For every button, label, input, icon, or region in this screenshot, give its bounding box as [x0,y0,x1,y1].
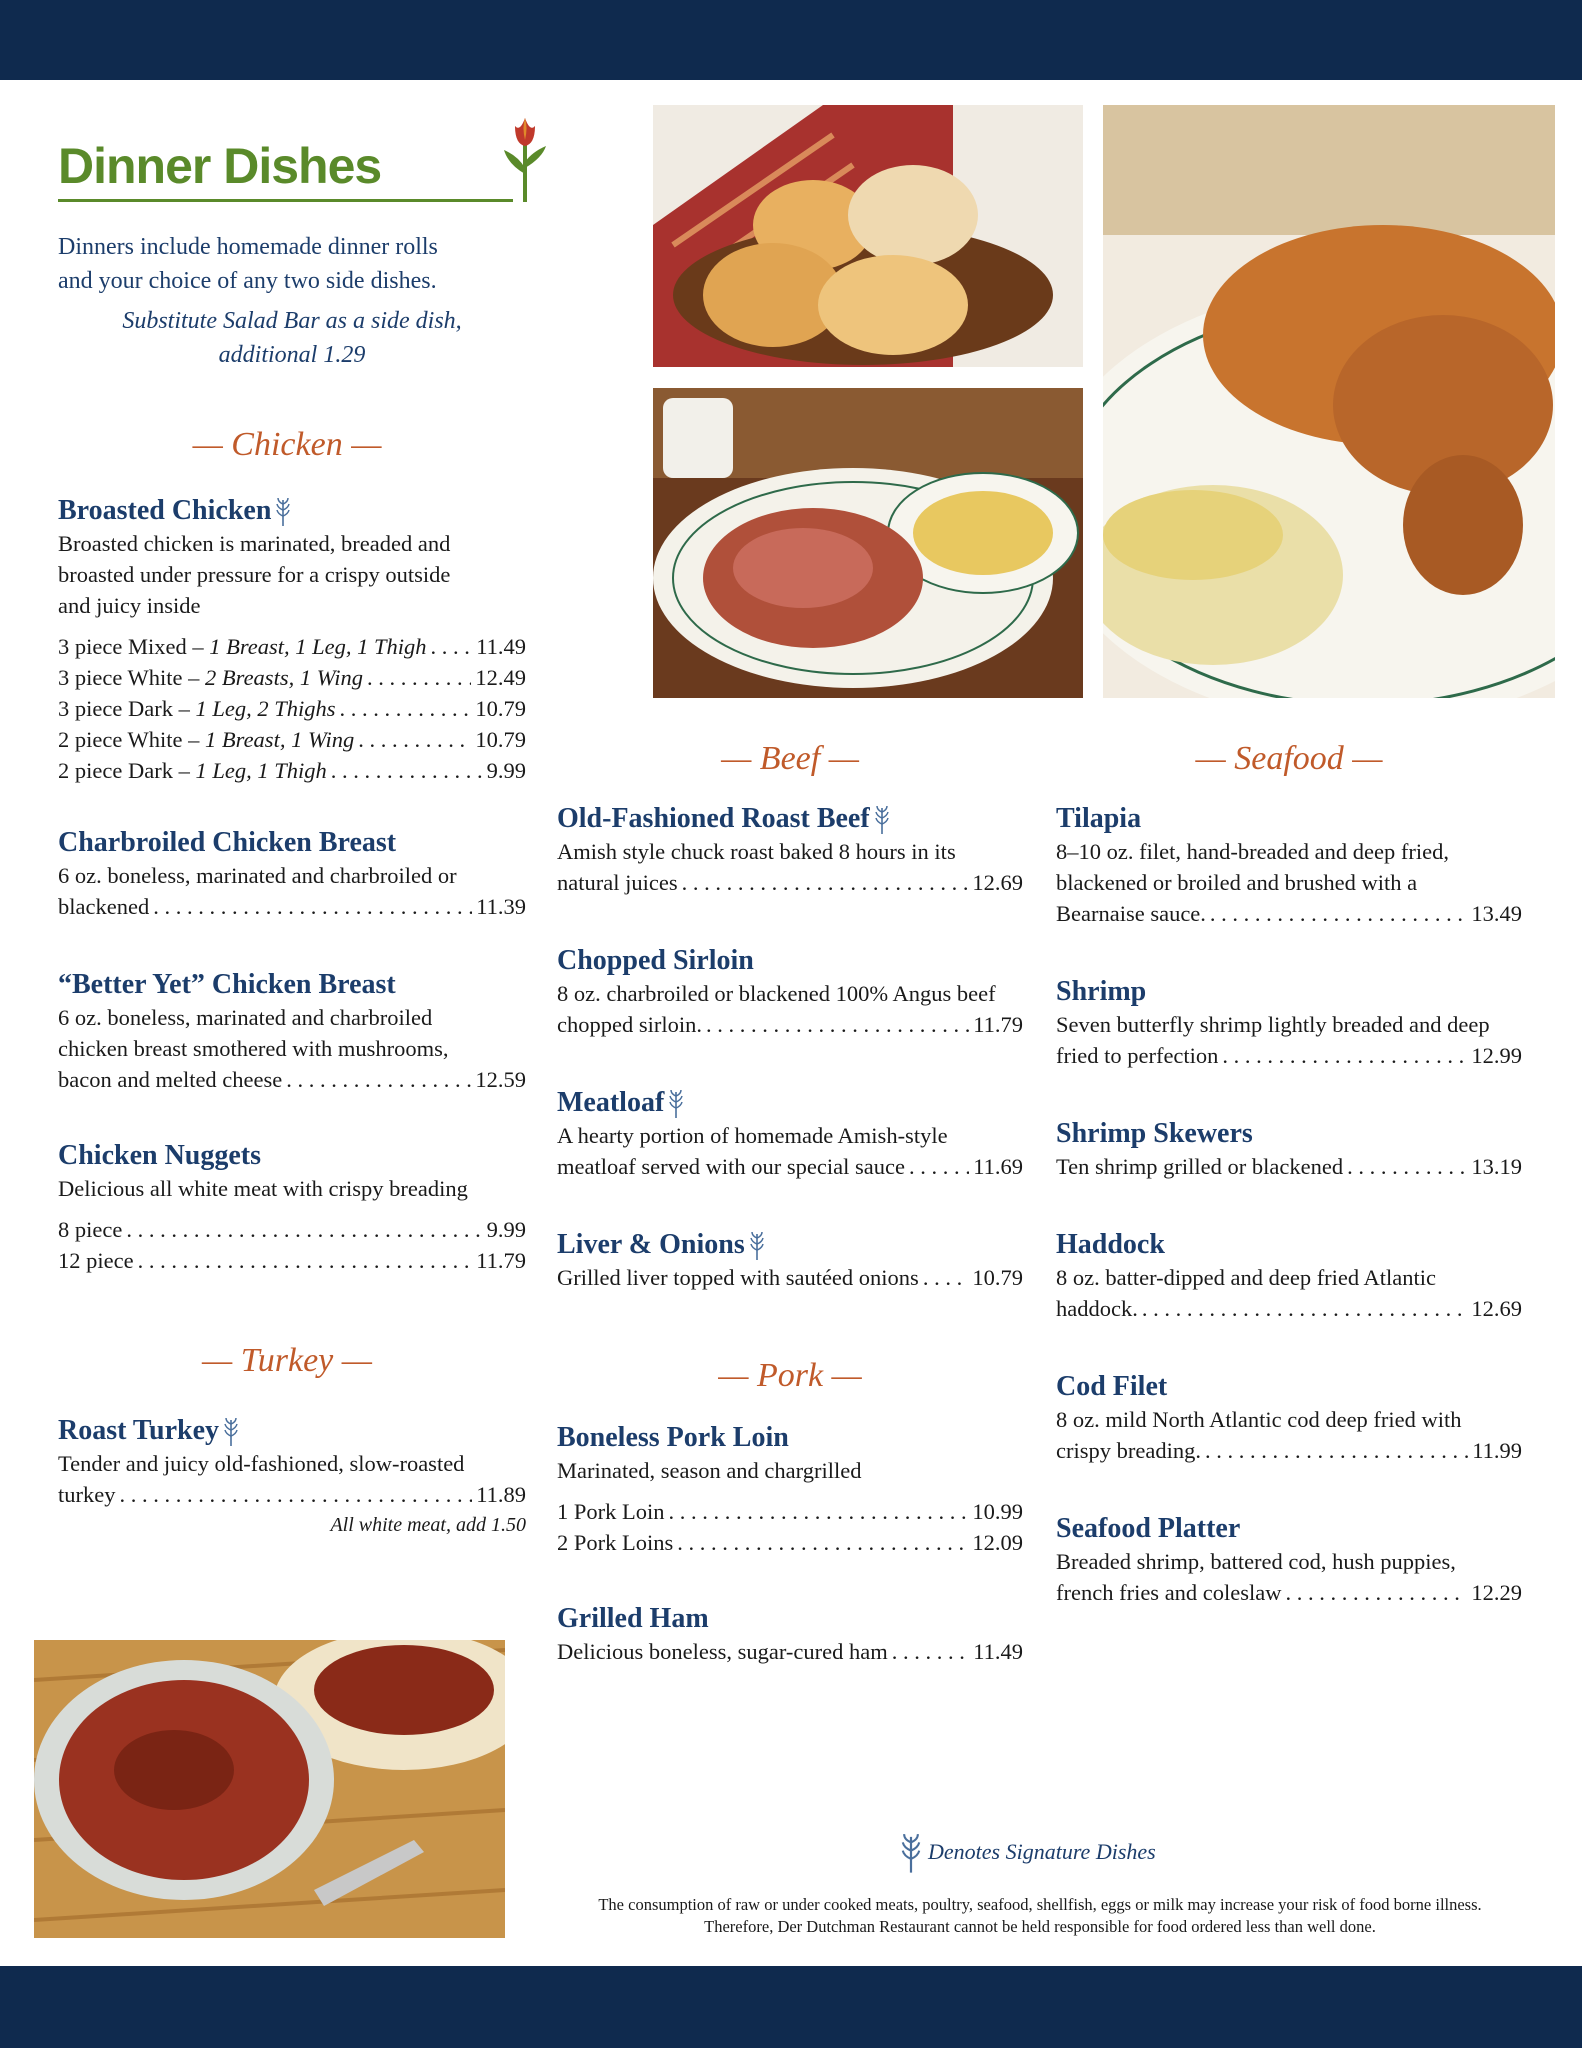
item-name [557,1086,1023,1120]
intro-line: and your choice of any two side dishes. [58,268,437,294]
price-option [58,1214,526,1245]
price-option [58,631,526,662]
apple-butter-illustration [34,1640,505,1938]
option-label: 12 piece [58,1248,134,1273]
signature-legend [900,1830,1156,1874]
option-detail: 1 Breast, 1 Leg, 1 Thigh [209,634,427,659]
price-label: bacon and melted cheese [58,1067,283,1092]
price-option [1056,1151,1522,1182]
menu-item-shrimp-skewers [1056,1117,1522,1182]
price-option [58,1479,526,1510]
intro-text [58,230,526,298]
price-label: crispy breading. [1056,1438,1201,1463]
item-name: Shrimp [1056,976,1147,1007]
item-price: 12.69 [972,870,1023,895]
item-price: 12.99 [1471,1043,1522,1068]
item-name: “Better Yet” Chicken Breast [58,969,396,1000]
option-label: 2 piece White – [58,727,206,752]
dinner-rolls-photo [653,105,1083,367]
option-price: 9.99 [486,1217,526,1242]
item-price: 11.89 [476,1482,526,1507]
price-option [1056,1293,1522,1324]
price-option [557,1262,1023,1293]
item-name: Haddock [1056,1229,1165,1260]
menu-item-grilled-ham [557,1602,1023,1667]
middle-column [557,740,1023,1667]
section-heading-pork: — Pork — [718,1357,862,1394]
wheat-icon [668,1088,684,1118]
price-option [1056,1040,1522,1071]
option-price: 11.49 [476,634,526,659]
item-price: 13.19 [1471,1154,1522,1179]
price-label: turkey [58,1482,116,1507]
option-detail: 1 Leg, 1 Thigh [195,758,327,783]
price-option [58,891,526,922]
section-heading-turkey: — Turkey — [202,1342,372,1379]
option-label: 8 piece [58,1217,123,1242]
price-option [1056,1577,1522,1608]
price-label: meatloaf served with our special sauce [557,1154,905,1179]
item-price: 13.49 [1471,901,1522,926]
option-price: 10.79 [475,696,526,721]
menu-item-shrimp [1056,975,1522,1071]
food-safety-disclaimer [540,1894,1540,1938]
menu-item-haddock [1056,1228,1522,1324]
option-label: 2 Pork Loins [557,1530,674,1555]
turkey-note: All white meat, add 1.50 [330,1514,526,1536]
item-price: 11.79 [973,1012,1023,1037]
price-option [557,1009,1023,1040]
menu-item-roast-beef [557,802,1023,898]
price-options [58,1214,526,1276]
option-label: 3 piece Dark – [58,696,196,721]
item-description: 8 oz. batter-dipped and deep fried Atlantic [1056,1265,1437,1290]
option-price: 11.79 [476,1248,526,1273]
item-name: Chopped Sirloin [557,945,754,976]
desc-line: broasted under pressure for a crispy outside [58,562,451,587]
option-detail: 1 Leg, 2 Thighs [195,696,336,721]
option-detail: 1 Breast, 1 Wing [205,727,355,752]
disclaimer-line: Therefore, Der Dutchman Restaurant cannot be held responsible for food ordered less than well done. [704,1917,1376,1936]
item-price: 11.69 [973,1154,1023,1179]
item-description: Delicious all white meat with crispy breading [58,1176,468,1201]
desc-line: 6 oz. boneless, marinated and charbroiled [58,1005,433,1030]
menu-item-meatloaf [557,1086,1023,1182]
option-price: 9.99 [486,758,526,783]
price-option [58,755,526,786]
price-label: chopped sirloin. [557,1012,702,1037]
item-description: Seven butterfly shrimp lightly breaded and deep [1056,1012,1490,1037]
salad-bar-line: Substitute Salad Bar as a side dish, [122,308,462,334]
item-name [557,1228,1023,1262]
menu-item-better-yet-chicken [58,968,526,1095]
item-name: Charbroiled Chicken Breast [58,827,397,858]
section-heading-chicken: — Chicken — [192,426,382,463]
price-label: french fries and coleslaw [1056,1580,1282,1605]
top-banner [0,0,1582,80]
price-option [58,1245,526,1276]
item-description [58,1002,526,1064]
wheat-icon [900,1830,922,1874]
item-name-text: Meatloaf [557,1087,665,1118]
price-option [1056,1435,1522,1466]
item-description: Breaded shrimp, battered cod, hush puppies, [1056,1549,1456,1574]
item-description: 8 oz. charbroiled or blackened 100% Angus beef [557,981,996,1006]
item-price: 12.59 [475,1067,526,1092]
price-label: blackened [58,894,150,919]
wheat-icon [223,1416,239,1446]
item-name-text: Old-Fashioned Roast Beef [557,803,870,834]
item-price: 12.69 [1471,1296,1522,1321]
item-name-text: Liver & Onions [557,1229,745,1260]
menu-item-tilapia [1056,802,1522,929]
menu-item-liver-onions [557,1228,1023,1293]
item-description: Tender and juicy old-fashioned, slow-roasted [58,1451,465,1476]
menu-item-chopped-sirloin [557,944,1023,1040]
item-description: 6 oz. boneless, marinated and charbroiled or [58,863,457,888]
price-option [58,662,526,693]
page-title: Dinner Dishes [58,138,382,194]
wheat-icon [275,496,291,526]
option-price: 12.49 [475,665,526,690]
apple-butter-photo [34,1640,505,1938]
price-options [557,1496,1023,1558]
item-description: Marinated, season and chargrilled [557,1458,862,1483]
salad-bar-note [58,304,526,372]
item-price: 11.99 [1472,1438,1522,1463]
option-detail: 2 Breasts, 1 Wing [205,665,363,690]
item-name [58,1414,526,1448]
item-name: Seafood Platter [1056,1513,1241,1544]
menu-item-pork-loin [557,1421,1023,1558]
price-label: natural juices [557,870,678,895]
item-description [58,528,526,621]
ham-dinner-photo [653,388,1083,698]
right-column [1056,740,1522,1608]
item-name: Tilapia [1056,803,1142,834]
item-name: Grilled Ham [557,1603,709,1634]
menu-item-charbroiled-chicken [58,826,526,922]
item-description [1056,836,1522,898]
price-option [557,1636,1023,1667]
item-price: 11.49 [973,1639,1023,1664]
item-name-text: Roast Turkey [58,1415,220,1446]
menu-item-seafood-platter [1056,1512,1522,1608]
price-label: Grilled liver topped with sautéed onions [557,1265,919,1290]
item-price: 11.39 [476,894,526,919]
item-description: Amish style chuck roast baked 8 hours in its [557,839,956,864]
salad-bar-line: additional 1.29 [218,342,366,368]
price-option [58,693,526,724]
price-option [1056,898,1522,929]
price-option [557,1527,1023,1558]
option-price: 12.09 [972,1530,1023,1555]
left-column [58,130,526,1540]
menu-item-chicken-nuggets [58,1139,526,1276]
price-options [58,631,526,786]
item-price: 12.29 [1471,1580,1522,1605]
price-option [58,1064,526,1095]
price-option [58,724,526,755]
disclaimer-line: The consumption of raw or under cooked meats, poultry, seafood, shellfish, eggs or milk may increase your risk of food borne illness. [598,1895,1482,1914]
dinner-rolls-illustration [653,105,1083,367]
price-label: Bearnaise sauce. [1056,901,1206,926]
section-heading-seafood: — Seafood — [1195,740,1383,777]
item-name [58,494,526,528]
intro-line: Dinners include homemade dinner rolls [58,234,438,260]
option-price: 10.79 [475,727,526,752]
section-heading-beef: — Beef — [721,740,859,777]
price-option [557,1496,1023,1527]
price-label: Ten shrimp grilled or blackened [1056,1154,1344,1179]
price-option [557,867,1023,898]
desc-line: and juicy inside [58,593,201,618]
desc-line: 8–10 oz. filet, hand-breaded and deep fried, [1056,839,1449,864]
item-description: 8 oz. mild North Atlantic cod deep fried with [1056,1407,1462,1432]
title-row [58,130,513,202]
price-label: fried to perfection [1056,1043,1219,1068]
price-option [557,1151,1023,1182]
ham-dinner-illustration [653,388,1083,698]
option-label: 1 Pork Loin [557,1499,665,1524]
item-name: Chicken Nuggets [58,1140,262,1171]
menu-item-broasted-chicken [58,494,526,786]
item-price: 10.79 [972,1265,1023,1290]
item-name [557,802,1023,836]
wheat-icon [749,1230,765,1260]
fried-chicken-illustration [1103,105,1555,698]
option-price: 10.99 [972,1499,1023,1524]
item-name: Shrimp Skewers [1056,1118,1253,1149]
price-label: haddock. [1056,1296,1138,1321]
option-label: 2 piece Dark – [58,758,196,783]
option-label: 3 piece White – [58,665,206,690]
item-description: A hearty portion of homemade Amish-style [557,1123,948,1148]
item-name: Boneless Pork Loin [557,1422,789,1453]
wheat-icon [874,804,890,834]
menu-item-cod-filet [1056,1370,1522,1466]
desc-line: Broasted chicken is marinated, breaded and [58,531,451,556]
bottom-banner [0,1966,1582,2048]
fried-chicken-photo [1103,105,1555,698]
desc-line: chicken breast smothered with mushrooms, [58,1036,449,1061]
desc-line: blackened or broiled and brushed with a [1056,870,1418,895]
tulip-icon [500,112,550,202]
item-name-text: Broasted Chicken [58,495,272,526]
menu-item-roast-turkey [58,1414,526,1540]
option-label: 3 piece Mixed – [58,634,210,659]
price-label: Delicious boneless, sugar-cured ham [557,1639,888,1664]
item-name: Cod Filet [1056,1371,1168,1402]
legend-text: Denotes Signature Dishes [928,1839,1156,1864]
